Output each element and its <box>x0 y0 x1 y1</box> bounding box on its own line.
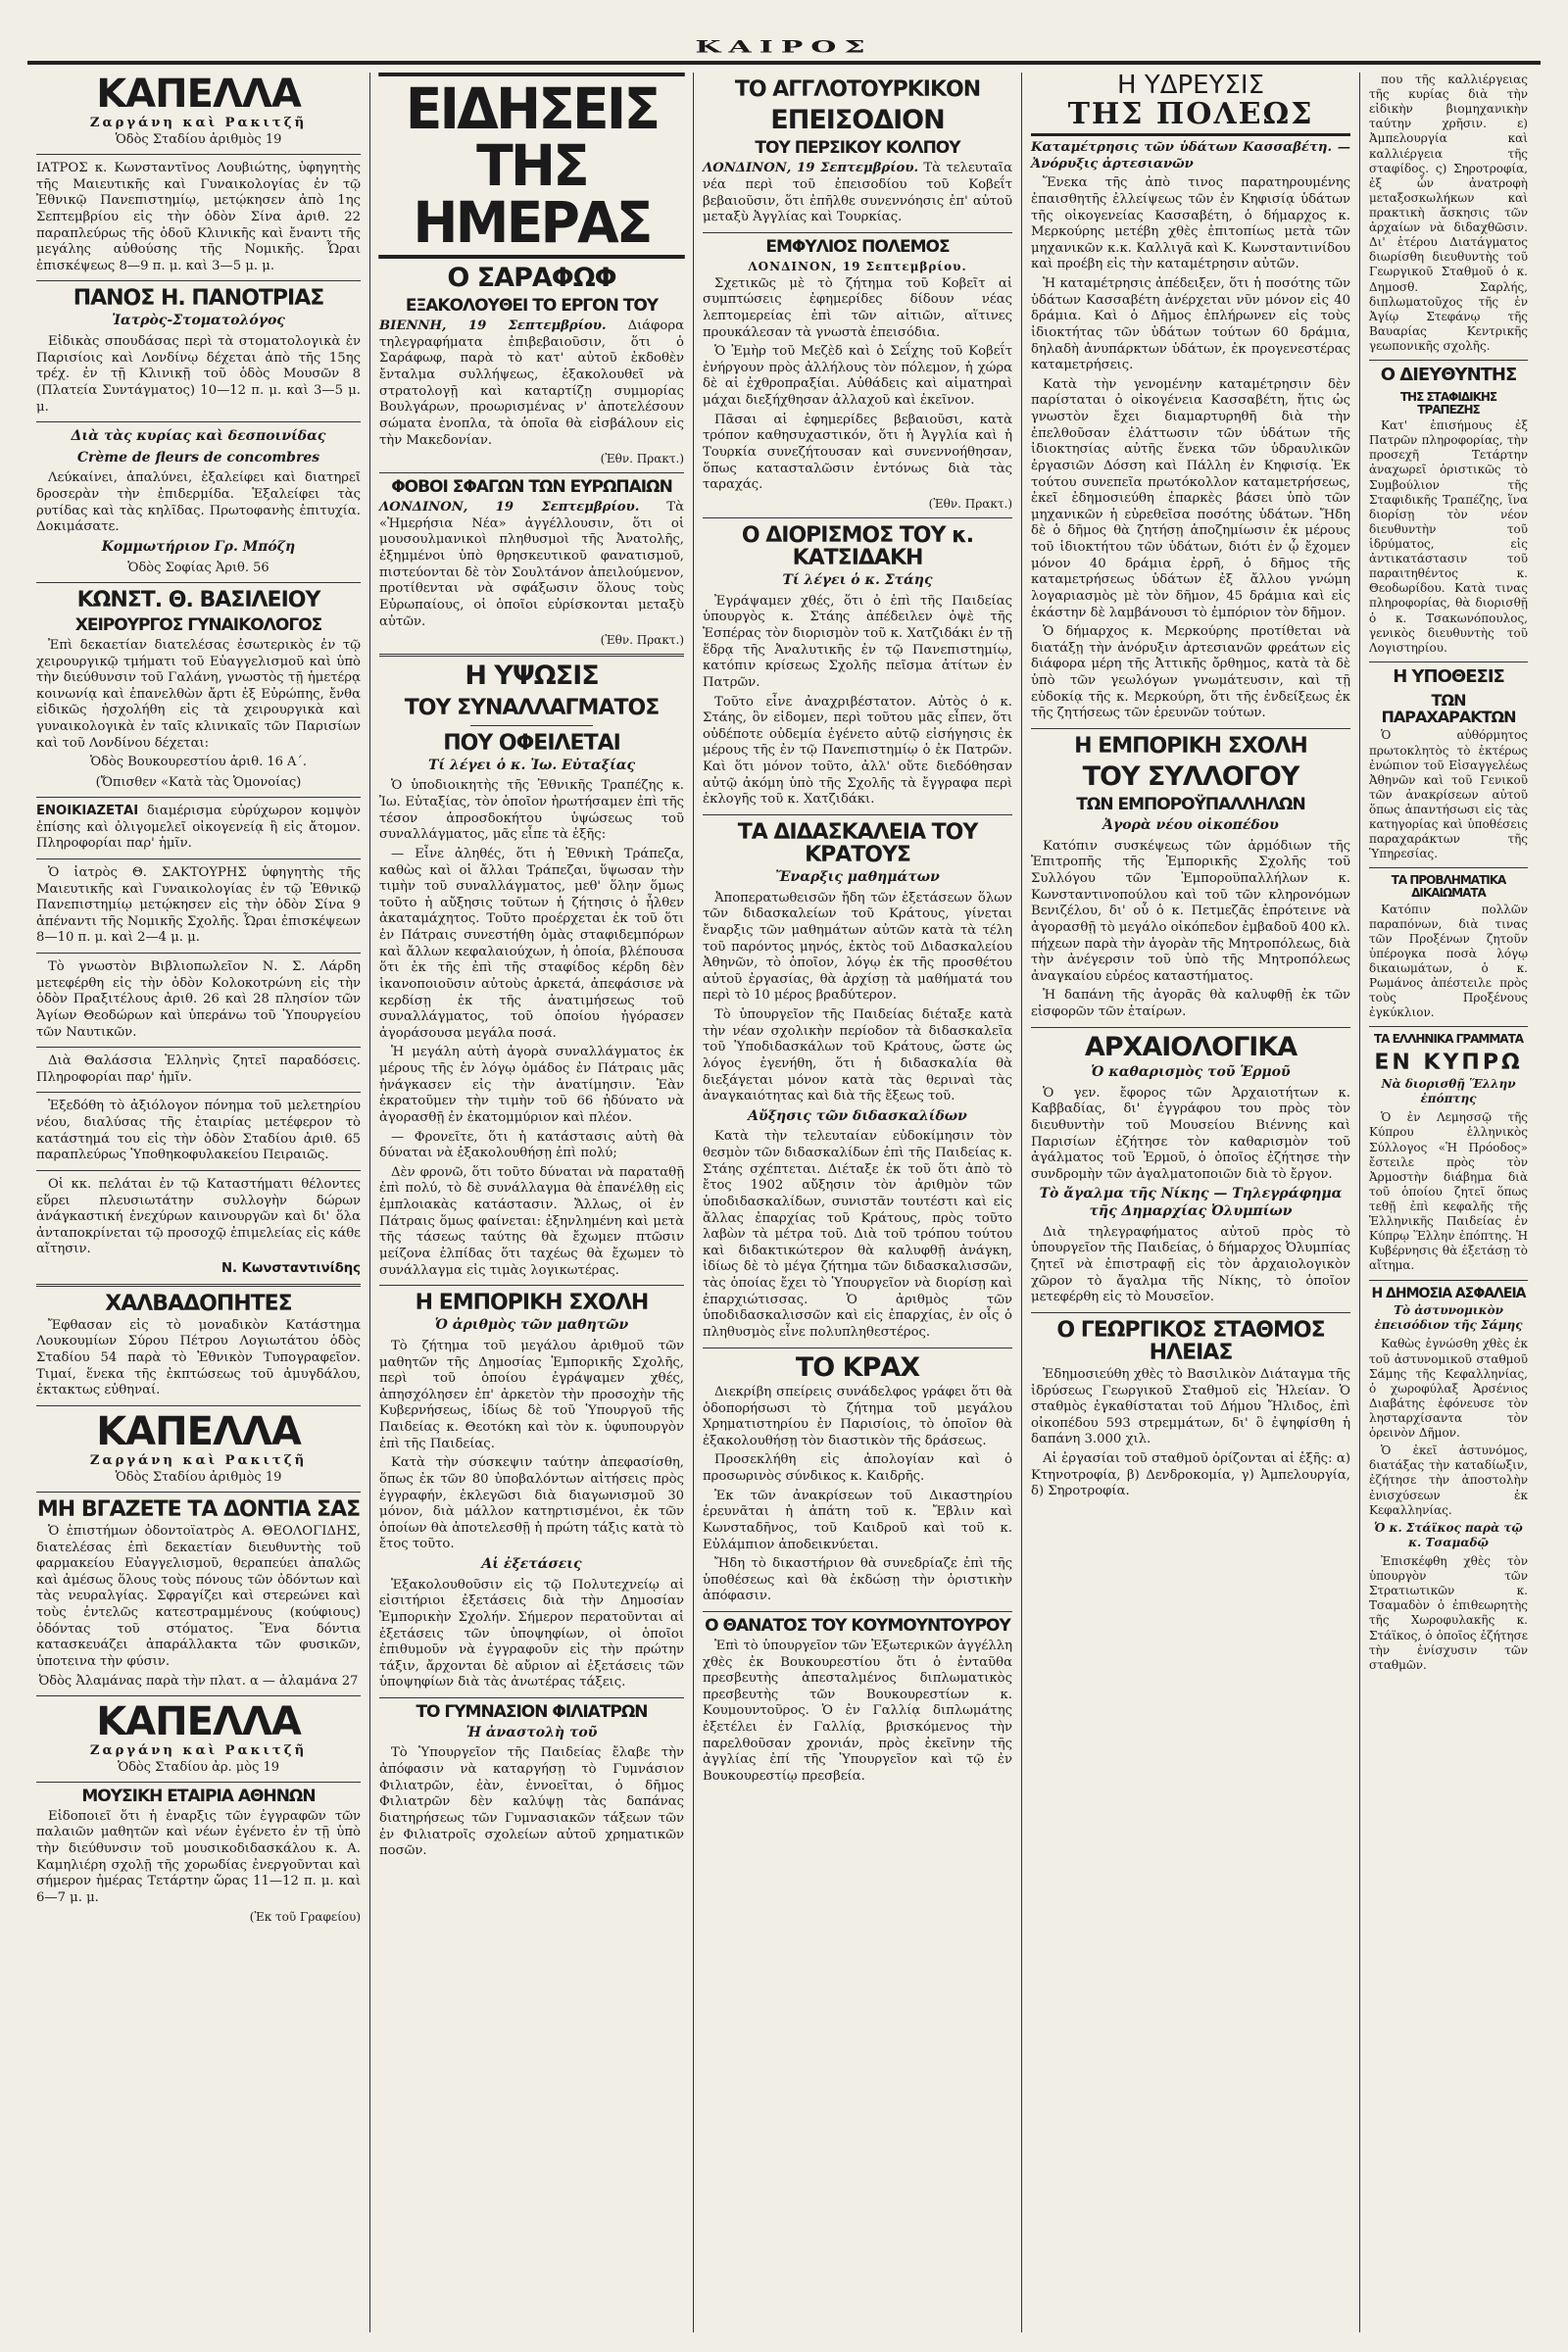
divider <box>36 1782 361 1783</box>
georgikos-para: Αἱ ἐργασίαι τοῦ σταθμοῦ ὁρίζονται αἱ ἑξῆς: α) Κτηνοτροφία, β) Δενδροκομία, γ) Ἀμπελουργία, δ) Σηροτροφία. <box>1031 1451 1350 1499</box>
sarafof-sub: ΕΞΑΚΟΛΟΥΘΕΙ ΤΟ ΕΡΓΟΝ ΤΟΥ <box>405 296 659 317</box>
thanatos-title: Ο ΘΑΝΑΤΟΣ ΤΟΥ ΚΟΥΜΟΥΝΤΟΥΡΟΥ <box>705 1616 1010 1637</box>
top-rule <box>27 61 1541 65</box>
krax-para: Ἤδη τὸ δικαστήριον θὰ συνεδρίαζε ἐπὶ τῆς ὑποθέσεως καὶ θὰ ἐκδώσῃ τὴν ὁριστικὴν ἀπόφασιν. <box>703 1556 1012 1604</box>
archaiologika-para: Ὁ γεν. ἔφορος τῶν Ἀρχαιοτήτων κ. Καββαδίας, δι' ἐγγράφου του πρὸς τὸν διευθυντὴν τοῦ Μουσείου Βιέννης καὶ Παρισίων ἐζήτησε τὸν καθαρισμὸν τοῦ ἀγάλματος τοῦ Ἑρμοῦ, ὁ ὁποῖος ἐζήτησε τὴν συνδρομὴν τῶν ἀγαλματοποιῶν διὰ τὸ ἔργον. <box>1031 1085 1350 1182</box>
krax-para: Ἐκ τῶν ἀνακρίσεων τοῦ Δικαστηρίου ἐρευνᾶται ἡ ἀπάτη τοῦ κ. Ἔβλιν καὶ Κωνσταδῆνος, τοῦ Καιδροῦ καὶ τοῦ κ. Εὐλάμπιον ἀποδεικνύεται. <box>703 1488 1012 1552</box>
divider <box>36 1492 361 1493</box>
ad-creme-shop: Κομμωτήριον Γρ. Μπόζη <box>101 538 296 555</box>
ydreusis-title2: ΤΗΣ ΠΟΛΕΩΣ <box>1031 100 1350 136</box>
divider <box>1369 867 1528 868</box>
col5-top-text: που τῆς καλλιέργειας τῆς κυρίας διὰ τὴν εἰδικὴν βιομηχανικὴν ταύτην χρῆσιν. ε) Ἀμπελουργία καὶ καλλιέργεια τῆς σταφίδος. ς) Σηροτροφία, ἐξ ὧν ἀνατροφὴ μεταξοσκωλήκων καὶ πρακτικὴ ἄσκησις τῶν ἀρχαίων νὰ διδαχθῶσιν. Δι' ἑτέρου Διατάγματος διωρίσθη διευθυντὴς τοῦ Γεωργικοῦ Σταθμοῦ ὁ κ. Δημοσθ. Σαρλής, διπλωματοῦχος τῆς ἐν Ἀγίῳ Στεφάνῳ τῆς Βαυαρίας Κεντρικῆς γεωπονικῆς σχολῆς. <box>1369 73 1528 353</box>
diorismos-para: Τοῦτο εἶνε ἀναχριβέστατον. Αὐτὸς ὁ κ. Στάης, ὃν εἰδομεν, περὶ τοῦτου μᾶς εἶπεν, ὅτι οὐδέποτε οὐδεμία ἐγένετο αὐτῷ εἰσήγησις ἐκ μέρους τῆς ἐν τῷ Πανεπιστημίῳ ὁ ἐκ Πατρῶν. Καὶ ὅτι μόνον τοῦτο, ἀλλ' οὔτε διεδόθησαν αὐτῷ ἀκόμη ὑπὸ τῆς Σχολῆς τὰ ἔγγραφα περὶ ἐκλογῆς τοῦ κ. Χατζιδάκι. <box>703 694 1012 808</box>
en-kypro-sub: Νὰ διορισθῇ Ἕλλην ἐπόπτης <box>1381 1077 1516 1106</box>
ad-creme-addr: Ὁδὸς Σοφίας Ἀριθ. 56 <box>127 560 270 575</box>
fovoi-src: (Ἐθν. Πρακτ.) <box>600 633 684 648</box>
masthead-title: ΚΑΙΡΟΣ <box>695 37 873 57</box>
anglotourkiko-title2: ΕΠΕΙΣΟΔΙΟΝ <box>770 105 945 136</box>
ad-dental-sign: Ν. Κωνσταντινίδης <box>221 1261 361 1277</box>
ad-teeth-text: Ὁ ἐπιστήμων ὀδοντοϊατρὸς Α. ΘΕΟΛΟΓΙΔΗΣ, διατελέσας ἐπὶ δεκαετίαν διευθυντὴς τοῦ φαρμακείου Εὐαγγελισμοῦ, θεραπεύει ἀπαλῶς καὶ ἀμέσως ὅλους τοὺς πόνους τῶν ὀδόντων καὶ τὰς νευραλγίας. Σφραγίζει καὶ στερεώνει καὶ τοὺς ἐντελῶς κατεστραμμένους (κούφιους) ὀδόντας τοῦ στόματος. Ἕνα δόντια κατασκευάζει ἀπαράλλακτα τῶν φυσικῶν, ὑποτεινα τὴν φύσιν. <box>36 1523 361 1669</box>
ydreusis-para: Ἕνεκα τῆς ἀπὸ τινος παρατηρουμένης ἐπαισθητῆς ἐλλείψεως τῶν ἐν Κηφισίᾳ ὑδάτων τῆς οἰκογενείας Κασσαβέτη, ὁ δήμαρχος κ. Μερκούρης μετέβη χθὲς ἐπιτοπίως μετὰ τῶν μηχανικῶν κ.κ. Καλλιγᾶ καὶ Κ. Κωνσταντινίδου καὶ προέβη εἰς τὴν καταμέτρησιν αὐτῶν. <box>1031 175 1350 272</box>
ad-kapella2-sub: Ζαργάνη καὶ Ρακιτζῆ <box>89 1452 308 1468</box>
ad-kapella3-sub: Ζαργάνη καὶ Ρακιτζῆ <box>89 1742 308 1758</box>
emporiki-sxoli-para: Κατόπιν συσκέψεως τῶν ἀρμόδιων τῆς Ἐπιτροπῆς τῆς Ἐμπορικῆς Σχολῆς τοῦ Συλλόγου τῶν Ἐμποροϋπαλλήλων κ. Κωνσταντινοπούλου καὶ τοῦ τῶν κληρονόμων Βενιζέλου, δι' οὗ ὁ κ. Πετμεζᾶς ἐπρότεινε νὰ ἀγορασθῇ τὸ μεγάλο οἰκόπεδον ἐμβαδοῦ 400 κλ. πήχεων παρὰ τὴν ἀγορὰν τῆς Μητροπόλεως, διὰ τὴν ἀνέγερσιν τοῦ ὑπὸ τῆς Μητροπόλεως ἀναγκαίου εὐρέος καταστήματος. <box>1031 838 1350 984</box>
ad-kapella3-addr: Ὁδὸς Σταδίου ἀρ. μὸς 19 <box>117 1759 280 1775</box>
asfaleia-para: Ὁ ἐκεῖ ἀστυνόμος, διατάξας τὴν καταδίωξιν, ἐζήτησε τὴν ἀποστολὴν ἐνισχύσεων ἐκ Κεφαλληνίας. <box>1369 1444 1528 1517</box>
sarafof-dateline: ΒΙΕΝΝΗ, 19 Σεπτεμβρίου. <box>379 318 607 334</box>
ad-vasiliou-note: (Ὄπισθεν «Κατὰ τὰς Ὁμονοίας) <box>95 774 302 790</box>
divider <box>36 1170 361 1171</box>
emporiki-sxoli-title1: Η ΕΜΠΟΡΙΚΗ ΣΧΟΛΗ <box>1074 733 1307 759</box>
divider <box>379 1285 684 1286</box>
georgikos-title: Ο ΓΕΩΡΓΙΚΟΣ ΣΤΑΘΜΟΣ ΗΛΕΙΑΣ <box>1056 1317 1325 1365</box>
ad-vasiliou-text: Ἐπὶ δεκαετίαν διατελέσας ἐσωτερικὸς ἐν τῷ χειρουργικῷ τμήματι τοῦ Εὐαγγελισμοῦ καὶ ὑπὸ τὴν διεύθυνσιν τοῦ Γαλάνη, γνωστὸς τῇ ἡμετέρᾳ κοινωνίᾳ καὶ ἐπανελθὼν ἄρτι ἐξ Εὐρώπης, ἔνθα εἰδικῶς ἠσχολήθη εἰς τὰ χειρουργικὰ καὶ γυναικολογικὰ ἐν ταῖς κλινικαῖς τῶν Παρισίων καὶ τοῦ Λονδίνου δέχεται: <box>36 637 361 751</box>
en-kypro-title2: ΕΝ ΚΥΠΡΩ <box>1374 1051 1523 1076</box>
ypsosis-para: — Φρονεῖτε, ὅτι ἡ κατάστασις αὐτὴ θὰ δύναται νὰ ἐξακολουθήσῃ ἐπὶ πολύ; <box>379 1129 684 1161</box>
emporiki-para3: Ἐξακολουθοῦσιν εἰς τῷ Πολυτεχνείῳ αἱ εἰσιτήριοι ἐξετάσεις διὰ τὴν Δημοσίαν Ἐμπορικὴν Σχολήν. Σήμερον περατοῦνται αἱ ἐξετάσεις τῶν ὑποψηφίων, οἱ ὁποῖοι ἐπιθυμοῦν νὰ ἐγγραφοῦν εἰς τὴν πρώτην τάξιν, ἄρχονται δὲ αὔριον αἱ ἐξετάσεις τῶν ὑποψηφίων διὰ τὰς ἀνωτέρας τάξεις. <box>379 1577 684 1690</box>
emporiki-sxoli-title2: ΤΟΥ ΣΥΛΛΟΓΟΥ <box>1082 760 1299 792</box>
divider <box>703 232 1012 233</box>
masthead <box>0 0 1568 57</box>
ydreusis-para: Ὁ δήμαρχος κ. Μερκούρης προτίθεται νὰ διατάξῃ τὴν ἀνόρυξιν ἀρτεσιανῶν φρεάτων εἰς διάφορα μέρη τῆς Ἀττικῆς ὄρθημος, κατὰ τὰ δὲ ὑπὸ τῶν γεωλόγων γνωμάτευσιν, καὶ τῇ εὐδοκίᾳ τῆς κ. Μερκούρη, ὅτι τῆς ἐνδείξεως ἐκ τῆς ζητήσεως τῶν ἐρευνῶν τούτων. <box>1031 624 1350 721</box>
ydreusis-para: Κατὰ τὴν γενομένην καταμέτρησιν δὲν παρίσταται ὁ οἰκογένεια Κασσαβέτη, ἥτις ὡς γνωστὸν ἔχει διαμαρτυρηθῆ διὰ τὴν ἐπελθοῦσαν ἐλάττωσιν τῶν ὑδάτων τῆς ἰδιοκτησίας αὐτῆς ἕνεκα τῶν ὑδραυλικῶν ἐργασιῶν Δόσση καὶ Πάλλη ἐν Κηφισίᾳ. Ἐκ τούτου συνεπεῖα πρωτόκολλον καταμετρήσεως, ἐκεῖ ἐδημοσιεύθη ἐπαρκὲς βάσει ὑπὸ τῶν μηχανικῶν ἡ εὐρεθεῖσα ποσότης ὑδάτων. Ἤδη δὲ ὁ δῆμος θὰ ζητήσῃ ἀποζημίωσιν ἐκ μέρους τοῦ ἰδιοκτήτου τῶν ὑδάτων, διότι ἐν ᾧ ἔχομεν μόνον 40 δράμια ἐρρῆ, ὁ δῆμος τῆς καταμετρήσεως ὑδάτων ἐξ ἄλλου γνώμη λογαριασμὸς μὲ τὸν δῆμον, 45 δράμια καὶ εἰς ἑκάστην δὲ λαμβάνουσι τὸ ἐμπόριον τὸν δῆμον. <box>1031 376 1350 620</box>
georgikos-para: Ἐδημοσιεύθη χθὲς τὸ Βασιλικὸν Διάταγμα τῆς ἱδρύσεως Γεωργικοῦ Σταθμοῦ εἰς Ἡλείαν. Ὁ σταθμὸς ἐγκαθίσταται τοῦ Δήμου Ἤλιδος, ἐπὶ οἰκοπέδου 593 στρεμμάτων, δι' ὃ ἐψηφίσθη ἡ δαπάνη 3.000 χιλ. <box>1031 1366 1350 1447</box>
emporiki-title: Η ΕΜΠΟΡΙΚΗ ΣΧΟΛΗ <box>415 1291 649 1316</box>
emfylios-src: (Ἐθν. Πρακτ.) <box>928 496 1012 511</box>
ypsosis-title3: ΠΟΥ ΟΦΕΙΛΕΤΑΙ <box>443 730 620 756</box>
ypsosis-para: — Εἶνε ἀληθές, ὅτι ἡ Ἐθνικὴ Τράπεζα, καθὼς καὶ οἱ ἄλλαι Τράπεζαι, ὕψωσαν τὴν τιμὴν τοῦ συναλλάγματος, μεθ' ὅλην ὅμως τοῦτο ἡ αὔξησις τοῦτων ἡ ζήτησις ὁ ἦλθεν ἀκαταμάχητος. Τοῦτο προέρχεται ἐκ τοῦ ὅτι ἐν Πάτραις συνεστήθη ὁμὰς σταφιδεμπόρων καὶ ἄλλων κεφαλαιούχων, ἡ ὁποία, βλέπουσα ὅτι ἐκ τῆς ἐπὶ τῆς σταφίδος κέρδη δὲν ἱκανοποιοῦσιν αὐτοὺς ἀρκετά, ἀπεφάσισε νὰ κερδίσῃ ἐκ τῆς ἀνατιμήσεως τοῦ συναλλάγματος, τοῦ ὁποίου ἠγόρασεν ἀγοράσουσα μεγάλα ποσά. <box>379 846 684 1041</box>
divider <box>470 725 592 726</box>
ad-vasiliou-title: ΚΩΝΣΤ. Θ. ΒΑΣΙΛΕΙΟΥ <box>76 587 320 612</box>
ad-creme-line1: Διὰ τὰς κυρίας καὶ δεσποινίδας <box>71 428 326 445</box>
ypotheseis-text: Ὁ αὐθόρμητος πρωτοκλητὸς τὸ ἐκτέρως ἐνώπιον τοῦ Εἰσαγγελέως Ἀθηνῶν καὶ τοῦ Γενικοῦ τῶν ἀνακρίσεων αὐτοῦ ὅπως ἀπαντήσωσι εἰς τὰς κατηγορίας καὶ ὑποθέσεις παραχαράκτων τῆς Ὑπηρεσίας. <box>1369 728 1528 861</box>
sarafof-title: Ο ΣΑΡΑΦΩΦ <box>447 263 616 293</box>
anglotourkiko-dateline: ΛΟΝΔΙΝΟΝ, 19 Σεπτεμβρίου. <box>703 161 919 176</box>
ad-music-text: Εἰδοποιεῖ ὅτι ἡ ἐναρξις τῶν ἐγγραφῶν τῶν παλαιῶν μαθητῶν καὶ νέων ἐγένετο ἐν τῇ ὑπὸ τὴν διεύθυνσιν τοῦ μουσικοδιδασκάλου κ. Α. Καμηλιέρη σχολῇ τῆς χορωδίας ἐνεργοῦνται καὶ σήμερον ἡμέρας Τετάρτην ὥρας 11—12 π. μ. καὶ 6—7 μ. μ. <box>36 1808 361 1905</box>
archaiologika-sub: Ὁ καθαρισμὸς τοῦ Ἑρμοῦ <box>1091 1064 1291 1080</box>
divider <box>36 858 361 859</box>
ad-halvadopites-title: ΧΑΛΒΑΔΟΠΗΤΕΣ <box>105 1291 292 1316</box>
diorismos-para: Ἐγράψαμεν χθές, ὅτι ὁ ἐπὶ τῆς Παιδείας ὑπουργὸς κ. Στάης ἀπέδειλεν ὀψὲ τῆς Ἑσπέρας τὸν διορισμὸν τοῦ κ. Χατζιδάκι ἐν τῇ ἕδρᾳ τῆς Ἀναλυτικῆς ἐν τῷ Πανεπιστημίῳ, κατόπιν κρίσεως Σχολῆς πεῖσμα ἀτίτων ἐν Πατρῶν. <box>703 593 1012 690</box>
ad-rent-title: ΕΝΟΙΚΙΑΖΕΤΑΙ <box>36 804 139 819</box>
divider <box>36 154 361 155</box>
ypsosis-title2: ΤΟΥ ΣΥΝΑΛΛΑΓΜΑΤΟΣ <box>404 695 660 720</box>
ad-kapella-title: ΚΑΠΕΛΛΑ <box>96 73 301 117</box>
diorismos-title: Ο ΔΙΟΡΙΣΜΟΣ ΤΟΥ κ. ΚΑΤΣΙΔΑΚΗ <box>741 522 974 571</box>
column-5-news <box>1360 73 1537 2332</box>
ad-doctor-louviotis: ΙΑΤΡΟΣ κ. Κωνσταντῖνος Λουβιώτης, ὑφηγητὴς τῆς Μαιευτικῆς καὶ Γυναικολογίας ἐν τῷ Ἐθνικῷ Πανεπιστημίῳ, μετῴκησεν ἀπὸ 1ης Σεπτεμβρίου εἰς τὴν ὁδὸν Σίνα ἀριθ. 22 παραπλεύρως τῆς ὁδοῦ Κλινικῆς καὶ ἔναντι τῆς μεγάλης αὐθούσης τῆς Νομικῆς. Ὧραι ἐπισκέψεως 8—9 π. μ. καὶ 3—5 μ. μ. <box>36 161 361 273</box>
ad-creme-text: Λεύκαίνει, ἁπαλύνει, ἐξαλείφει καὶ διατηρεῖ δροσερὰν τὴν ἐπιδερμίδα. Ἐξαλείφει τὰς ρυτίδας καὶ τὰς κηλῖδας. Πρωτοφανὴς ἐπιτυχία. Δοκιμάσατε. <box>36 470 361 535</box>
sarafof-text: Διάφορα τηλεγραφήματα ἐπιβεβαιοῦσιν, ὅτι ὁ Σαράφωφ, παρὰ τὸ κατ' αὐτοῦ ἐκδοθὲν ἔνταλμα συλλήψεως, ἐξακολουθεῖ νὰ στρατολογῇ καὶ καταρτίζῃ συμμορίας Βουλγάρων, προωρισμένας ν' ἀποτελέσουν σώματα ἐνοπλα, τὰ ὁποῖα θὰ εἰσβάλουν εἰς τὴν Μακεδονίαν. <box>379 318 684 448</box>
ad-kapella-addr: Ὁδὸς Σταδίου ἀριθμὸς 19 <box>115 131 282 147</box>
divider <box>36 280 361 281</box>
column-1-ads <box>27 73 370 2332</box>
emfylios-title: ΕΜΦΥΛΙΟΣ ΠΟΛΕΜΟΣ <box>765 236 950 257</box>
divider <box>1369 1280 1528 1281</box>
ypsosis-sub: Τί λέγει ὁ κ. Ἰω. Εὐταξίας <box>427 757 636 773</box>
emfylios-para: Πᾶσαι αἱ ἐφημερίδες βεβαιοῦσι, κατὰ τρόπον καθησυχαστικόν, ὅτι ἡ Ἀγγλία καὶ ἡ Τουρκία συνεζήτουσαν καὶ συνεννοήθησαν, ὅπως κατασταλῶσιν ἐντόνως διὰ τὰς ταραχάς. <box>703 412 1012 493</box>
emporiki-sxoli-sub: ΤΩΝ ΕΜΠΟΡΟΫΠΑΛΛΗΛΩΝ <box>1076 795 1305 815</box>
anglotourkiko-title1: ΤΟ ΑΓΓΛΟΤΟΥΡΚΙΚΟΝ <box>734 77 981 102</box>
ad-panotrias-text: Εἰδικὰς σπουδάσας περὶ τὰ στοματολογικὰ ἐν Παρισίοις καὶ Λονδίνῳ δέχεται ἀπὸ τῆς 15ης τρέχ. ἐν τῇ Κλινικῇ τοῦ ὁδὸς Μουσῶν 8 (Πλατεία Συντάγματος) 10—12 π. μ. καὶ 3—5 μ. μ. <box>36 334 361 415</box>
dieuthyntis-title1: Ο ΔΙΕΥΘΥΝΤΗΣ <box>1380 365 1517 386</box>
divider <box>36 1695 361 1696</box>
ad-teeth-addr: Ὀδὸς Ἀλαμάνας παρὰ τὴν πλατ. α — ἀλαμάνα 27 <box>38 1673 359 1689</box>
ad-rent-text: διαμέρισμα εὐρύχωρον κομψὸν ἐπίσης καὶ ὀλιγομελεῖ οἰκογενείᾳ ἢ εἰς ἄτομον. Πληροφορίαι παρ' ἡμῖν. <box>36 804 361 852</box>
didaskaleia-para: Ἀποπερατωθεισῶν ἤδη τῶν ἐξετάσεων ὅλων τῶν διδασκαλείων τοῦ Κράτους, γίνεται ἔναρξις τῶν μαθημάτων αὐτῶν κατὰ τὰ τέλη τοῦ παρόντος μηνός, ἐκτὸς τοῦ Διδασκαλείου Ἀθηνῶν, τὸ ὁποῖον, λόγῳ ἐκ τῆς προσθέτου αὐτοῦ ἐργασίας, θὰ ἀρχίσῃ τὰ μαθήματά του περὶ τὸ 10 μέρος βραδύτερον. <box>703 890 1012 1004</box>
columns <box>27 73 1541 2332</box>
ydreusis-sub: Καταμέτρησις τῶν ὑδάτων Κασσαβέτη. — Ἀνόρυξις ἀρτεσιανῶν <box>1031 140 1350 172</box>
archaiologika-title: ΑΡΧΑΙΟΛΟΓΙΚΑ <box>1084 1031 1298 1062</box>
ydreusis-title1: Η ΥΔΡΕΥΣΙΣ <box>1117 73 1264 100</box>
divider <box>36 421 361 422</box>
divider <box>36 1284 361 1287</box>
divider <box>379 472 684 473</box>
asfaleia-para3: Ἐπισκέφθη χθὲς τὸν ὑπουργὸν τῶν Στρατιωτικῶν κ. Τσαμαδὸν ὁ ἐπιθεωρητὴς τῆς Χωροφυλακῆς κ. Στάϊκος, ὁ ὁποῖος ἐζήτησε τὴν ἐνίσχυσιν τῶν σταθμῶν. <box>1369 1553 1528 1672</box>
provlimatika-title: ΤΑ ΠΡΟΒΛΗΜΑΤΙΚΑ ΔΙΚΑΙΩΜΑΤΑ <box>1391 873 1506 900</box>
column-4-news <box>1022 73 1360 2332</box>
emfylios-para: Σχετικῶς μὲ τὸ ζήτημα τοῦ Κοβεῖτ αἱ συμπτώσεις ἐφημερίδες δίδουν νέας λεπτομερείας ἐπὶ τῶν αἰτιῶν, αἵτινες προυκάλεσαν τὰ γνωστὰ ἐπεισόδια. <box>703 275 1012 340</box>
fovoi-dateline: ΛΟΝΔΙΝΟΝ, 19 Σεπτεμβρίου. <box>379 500 640 515</box>
emporiki-sub2: Αἱ ἐξετάσεις <box>481 1556 582 1572</box>
emfylios-dateline: ΛΟΝΔΙΝΟΝ, 19 Σεπτεμβρίου. <box>748 259 967 273</box>
asfaleia-title: Η ΔΗΜΟΣΙΑ ΑΣΦΑΛΕΙΑ <box>1371 1285 1526 1301</box>
column-2-news <box>370 73 694 2332</box>
sarafof-src: (Ἐθν. Πρακτ.) <box>600 452 684 466</box>
thanatos-text: Ἐπὶ τὸ ὑπουργεῖον τῶν Ἐξωτερικῶν ἀγγέλλη χθὲς ἐκ Βουκουρεστίου ὅτι ὁ ἐνταῦθα πρεσβευτὴς ἀπεσταλμένος διπλωματικὸς πρεσβευτὴς τῶν Βουκουρεστίων κ. Κουμουντοῦρος. Ὁ ἐν Γαλλίᾳ διπλωμάτης ἐξετέλει ἐν Γαλλίᾳ, βρισκόμενος τὴν παρελθοῦσαν χρονιάν, πρὸς ἐκεῖνην τῆς ἀγγλίας ἐπί τῆς Ὑπουργεῖον καὶ τῷ ἐν Βουκουρεστίῳ πρεσβεία. <box>703 1638 1012 1784</box>
ad-dental-text: Οἱ κκ. πελάται ἐν τῷ Καταστήματι θέλοντες εὕρει πλευσιωτάτην συλλογὴν δώρων ἀνάγκαστική ἐνεχύρων καινουργῶν καὶ δι' ὅλα ἀνταποκρίνεται τῷ προσοχῷ ἐπιμελείας εἰς κάθε αἴτησιν. <box>36 1176 361 1257</box>
ad-vasiliou-sub: ΧΕΙΡΟΥΡΓΟΣ ΓΥΝΑΙΚΟΛΟΓΟΣ <box>74 615 322 636</box>
emporiki-sxoli-sub2: Ἀγορὰ νέου οἰκοπέδου <box>1102 817 1279 834</box>
asfaleia-para: Καθὼς ἐγνώσθη χθὲς ἐκ τοῦ ἀστυνομικοῦ σταθμοῦ Σάμης τῆς Κεφαλληνίας, ὁ χωροφύλαξ Ἀρσένιος Διαβάτης ἐφόνευσε τὸν λησταρχίσαντα τὸν ὁρεινὸν Δῆμον. <box>1369 1337 1528 1441</box>
didaskaleia-title: ΤΑ ΔΙΔΑΣΚΑΛΕΙΑ ΤΟΥ ΚΡΑΤΟΥΣ <box>737 819 978 867</box>
ad-panotrias-sub: Ἰατρὸς-Στοματολόγος <box>112 313 285 329</box>
en-kypro-title1: ΤΑ ΕΛΛΗΝΙΚΑ ΓΡΑΜΜΑΤΑ <box>1373 1032 1524 1047</box>
divider <box>36 1092 361 1093</box>
ad-music-src: (Ἐκ τοῦ Γραφείου) <box>249 1909 361 1924</box>
asfaleia-sub2: Ὁ κ. Στάϊκος παρὰ τῷ κ. Τσαμαδῷ <box>1374 1520 1523 1549</box>
emporiki-para: Κατὰ τὴν σύσκεψιν ταύτην ἀπεφασίσθη, ὅπως ἐκ τῶν 80 ὑποβαλόντων αἰτήσεις πρὸς ἐγγραφήν, ἐκλεγῶσι διὰ διαγωνισμοῦ 30 μόνον, διὰ μάλλον κατηρτισμένοι, ἐκ τῶν ὁποίων θὰ ἀποτελεσθῇ ἡ πρώτη τάξις κατὰ τὸ ἔτος τοῦτο. <box>379 1455 684 1552</box>
anglotourkiko-sub: ΤΟΥ ΠΕΡΣΙΚΟΥ ΚΟΛΠΟΥ <box>755 138 960 159</box>
divider <box>379 1697 684 1698</box>
fovoi-title: ΦΟΒΟΙ ΣΦΑΓΩΝ ΤΩΝ ΕΥΡΩΠΑΙΩΝ <box>391 477 672 498</box>
ypsosis-para: Δὲν φρονῶ, ὅτι τοῦτο δύναται νὰ παραταθῇ ἐπὶ πολύ, τὸ δὲ συνάλλαγμα θὰ ἐπανέλθῃ εἰς ἐμπλοιακὰς κατάστασιν. Ἄλλως, οἱ ἐν Πάτραις ὅμως φαίνεται: ἐξηνλημένη καὶ μετὰ τῆς τάσεως ταύτης θὰ ἔχωμεν πτῶσιν μείζονα ἐλπίδας ὅτι ταχέως θὰ ἔχωμεν τὸ συνάλλαγμα εἰς τιμὰς λογικωτέρας. <box>379 1164 684 1278</box>
ydreusis-para: Ἡ καταμέτρησις ἀπέδειξεν, ὅτι ἡ ποσότης τῶν ὑδάτων Κασσαβέτη ἀνέρχεται νῦν μόνον εἰς 40 δράμια. Καὶ ὁ Δῆμος ἐπλήρωνεν εἰς τοὺς ἰδιοκτήτας τῶν ὑδάτων τούτων 60 δράμια, δηλαδὴ ἀνυπάρκτων ὑδάτων, ἐκ προγενεστέρας καταμετρήσεις. <box>1031 276 1350 373</box>
archaiologika-sub2: Τὸ ἄγαλμα τῆς Νίκης — Τηλεγράφημα τῆς Δημαρχίας Ὀλυμπίων <box>1039 1186 1343 1219</box>
diorismos-sub: Τί λέγει ὁ κ. Στάης <box>782 572 933 589</box>
krax-title: ΤΟ ΚΡΑΧ <box>795 1351 920 1383</box>
gymnasio-title: ΤΟ ΓΥΜΝΑΣΙΟΝ ΦΙΛΙΑΤΡΩΝ <box>416 1702 648 1722</box>
dieuthyntis-text: Κατ' ἐπισήμους ἐξ Πατρῶν πληροφορίας, τὴν προσεχῆ Τετάρτην ἀναχωρεῖ ὁριστικῶς τὸ Συμβούλιον τῆς Σταφιδικῆς Τραπέζης, ἵνα διορίσῃ τὸν νέον διευθυντὴν τοῦ ἱδρύματος, εἰς ἀντικατάστασιν τοῦ παραιτηθέντος κ. Θεοδωρίδου. Κατὰ τινας πληροφορίας, θὰ διορισθῇ ὁ κ. Τσακωνόπουλος, γενικὸς διευθυντὴς τοῦ Λογιστηρίου. <box>1369 418 1528 655</box>
divider <box>703 1611 1012 1612</box>
divider <box>36 953 361 954</box>
ad-music-title: ΜΟΥΣΙΚΗ ΕΤΑΙΡΙΑ ΑΘΗΝΩΝ <box>81 1786 316 1806</box>
column-3-news <box>694 73 1022 2332</box>
didaskaleia-para3: Κατὰ τὴν τελευταίαν εὐδοκίμησιν τὸν θεσμὸν τῶν διδασκαλίδων ἐπὶ τῆς Παιδείας κ. Στάης σχέπτεται. Διέταξε ἐκ τοῦ ὅτι ἀπὸ τὸ ἔτος 1902 αὔξησιν τὸν ἀριθμὸν τῶν ὑποδιδασκαλίδων, συνιστᾶν τουτέστι καὶ εἰς ἄλλας ἐπαρχίας τοῦ Κράτους, πρὸς τοῦτο λαβὼν τὰ μέτρα τοῦ. Διὰ τοῦ τρόπου τούτου καὶ διδακτικώτερον θὰ καλυφθῇ ἀνάγκη, ἰδίως δὲ τὸ μέγα ζήτημα τῶν διδασκαλισσῶν, τὰς ὁποίας ἔχει τὸ Ὑπουργεῖον νὰ διορίσῃ καὶ ἐπαρχιώτισσας. Ὁ ἀριθμὸς τῶν ὑποδιδασκαλισσῶν καὶ εἰς ἐπαρχίας, ἐν οἷς ὁ πληθυσμὸς εἶνε πολυπληθεστέρος. <box>703 1129 1012 1340</box>
ad-halvadopites-text: Ἔφθασαν εἰς τὸ μοναδικὸν Κατάστημα Λουκουμίων Σύρου Πέτρου Λογιωτάτου ὁδὸς Σταδίου 54 παρὰ τὸ Ἐθνικὸν Τυπογραφεῖον. Τιμαί, ἕνεκα τῆς ἐκπτώσεως τοῦ ἀμυγδάλου, ἐκτακτως εὐθηναί. <box>36 1317 361 1398</box>
ypotheseis-title2: ΤΩΝ ΠΑΡΑΧΑΡΑΚΤΩΝ <box>1381 690 1516 726</box>
banner-headline: ΕΙΔΗΣΕΙΣ ΤΗΣ ΗΜΕΡΑΣ <box>378 73 685 259</box>
ypsosis-para: Ἡ μεγάλη αὐτὴ ἀγορὰ συναλλάγματος ἐκ μέρους τῆς ἐν λόγῳ ὁμάδος ἐν Πάτραις μᾶς ἠνάγκασεν εἰς τὴν ἀνατίμησιν. Ἐὰν ἐκρατοῦμεν τὴν τιμὴν τοῦ 66 ἠδύνατο νὰ ἀγορασθῇ ἐν ἑκατομμύριον καὶ πλέον. <box>379 1045 684 1125</box>
fovoi-text: Τὰ «Ἡμερήσια Νέα» ἀγγέλλουσιν, ὅτι οἱ μουσουλμανικοὶ πληθυσμοὶ τῆς Ἀνατολῆς, ἐξημμένοι ὑπὸ θρησκευτικοῦ φανατισμοῦ, πιστεύονται δὲ τὸν Σουλτάνον ἀπειλούμενον, προτίθενται νὰ σφάξωσιν ὅλους τοὺς Εὐρωπαίους, οἱ ὁποῖοι εὑρίσκονται μεταξὺ αὐτῶν. <box>379 500 684 629</box>
divider <box>703 517 1012 518</box>
krax-para: Διεκρίβη σπείρεις συνάδελφος γράφει ὅτι θὰ ὁδοπορήσωσι τὸ ζήτημα τοῦ μεγάλου Χρηματιστηρίου ἐν Παρισίοις, τὸ ὁποῖον θὰ ἐξακολουθήσῃ τὸν διαστικὸν τῆς δράσεως. <box>703 1384 1012 1448</box>
ad-kapella2-title: ΚΑΠΕΛΛΑ <box>96 1408 301 1454</box>
dieuthyntis-title2: ΤΗΣ ΣΤΑΦΙΔΙΚΗΣ ΤΡΑΠΕΖΗΣ <box>1399 389 1497 416</box>
ad-sea: Διὰ Θαλάσσια Ἑλληνὶς ζητεῖ παραδόσεις. Πληροφορίαι παρ' ἡμῖν. <box>36 1054 361 1085</box>
ad-teeth-title: ΜΗ ΒΓΑΖΕΤΕ ΤΑ ΔΟΝΤΙΑ ΣΑΣ <box>36 1496 361 1522</box>
divider <box>1031 728 1350 729</box>
ad-kapella3-title: ΚΑΠΕΛΛΑ <box>96 1698 301 1744</box>
ad-creme-line2: Crème de fleurs de concombres <box>76 449 320 466</box>
anglotourkiko-text: Τὰ τελευταῖα νέα περὶ τοῦ ἐπεισοδίου τοῦ Κοβεΐτ βεβαιοῦσιν, ὅτι ἐπῆλθε συνεννόησις ἐπ' αὐτοῦ μεταξὺ Ἀγγλίας καὶ Τουρκίας. <box>703 161 1012 225</box>
divider <box>36 797 361 798</box>
divider <box>1369 1026 1528 1027</box>
divider <box>36 1047 361 1048</box>
emfylios-para: Ὁ Ἐμὴρ τοῦ Μεζὲδ καὶ ὁ Σεΐχης τοῦ Κοβεΐτ ἐνήργουν πρὸς ἀλλήλους τὸν πόλεμον, ἡ χώρα δὲ αἱ ἐχθροπραξίαι. Αὐθάδεις καὶ αἱματηραὶ μάχαι διεξήχθησαν ἀλλαχοῦ καὶ ἐκεῖνον. <box>703 344 1012 409</box>
ad-printing: Ἐξεδόθη τὸ ἀξιόλογον πόνημα τοῦ μελετηρίου νέου, διαλύσας τῆς ἑταιρίας μετέφερον τὸ κατάστημά του εἰς τὴν ὁδὸν Σταδίου ἀριθ. 65 παραπλεύρως Ὑποθηκοφυλακείου Πειραιῶς. <box>36 1099 361 1163</box>
ad-vasiliou-addr: Ὁδὸς Βουκουρεστίου ἀριθ. 16 Α΄. <box>89 755 308 770</box>
didaskaleia-sub2: Αὔξησις τῶν διδασκαλίδων <box>748 1107 967 1124</box>
divider <box>36 1405 361 1406</box>
en-kypro-text: Ὁ ἐν Λεμησσῷ τῆς Κύπρου ἑλληνικὸς Σύλλογος «Ἡ Πρόοδος» ἔστειλε πρὸς τὸν Ἀρμοστὴν διάβημα διὰ τοῦ ὁποίου ζητεῖ ὅπως τεθῇ ἐπὶ κεφαλῆς τῆς Ἑλληνικῆς Παιδείας ἐν Κύπρῳ Ἕλλην ἐπόπτης. Ἡ Κυβέρνησις θὰ ἐξετάσῃ τὸ αἴτημα. <box>1369 1110 1528 1273</box>
divider <box>1031 1312 1350 1313</box>
krax-para: Προσεκλήθη εἰς ἀπολογίαν καὶ ὁ προσωρινὸς σύνδικος κ. Καιδρῆς. <box>703 1452 1012 1485</box>
divider <box>379 654 684 657</box>
emporiki-para: Τὸ ζήτημα τοῦ μεγάλου ἀριθμοῦ τῶν μαθητῶν τῆς Δημοσίας Ἐμπορικῆς Σχολῆς, περὶ τοῦ ὁποίου ἐγράψαμεν χθές, ἀπησχόλησεν ἐπ' ἀρκετὸν τὴν προσοχὴν τῆς Κυβερνήσεως, ἰδίως δὲ τοῦ Ὑπουργοῦ τῆς Παιδείας κ. Θεοτόκη καὶ τὸν κ. ὑφυπουργὸν ἐπὶ τῆς Παιδείας. <box>379 1338 684 1451</box>
ad-kapella2-addr: Ὁδὸς Σταδίου ἀριθμὸς 19 <box>115 1469 282 1485</box>
ypsosis-para: Ὁ ὑποδιοικητὴς τῆς Ἐθνικῆς Τραπέζης κ. Ἰω. Εὐταξίας, τὸν ὁποῖον ἠρωτήσαμεν ἐπὶ τῆς τέσον ἀπροσδοκήτου ὑψώσεως τοῦ συναλλάγματος, μᾶς εἶπε τὰ ἑξῆς: <box>379 778 684 843</box>
gymnasio-text: Τὸ Ὑπουργεῖον τῆς Παιδείας ἔλαβε τὴν ἀπόφασιν νὰ καταργήσῃ τὸ Γυμνάσιον Φιλιατρῶν, ἐὰν, ἐννοεῖται, ὁ δῆμος Φιλιατρῶν δὲν καλύψῃ τὰς δαπάνας διατηρήσεως τῶν Γυμνασιακῶν τάξεων τῶν ἐν Φιλιατροῖς σχολείων αὐτοῦ χρηματικῶν ποσῶν. <box>379 1745 684 1859</box>
asfaleia-sub: Τὸ ἀστυνομικὸν ἐπεισόδιον τῆς Σάμης <box>1374 1303 1523 1333</box>
ad-saktouris: Ὁ ἰατρὸς Θ. ΣΑΚΤΟΥΡΗΣ ὑφηγητὴς τῆς Μαιευτικῆς καὶ Γυναικολογίας ἐν τῷ Ἐθνικῷ Πανεπιστημίῳ μετῴκησεν εἰς τὴν ὁδὸν Σίνα 9 ἀπέναντι τῆς Νομικῆς Σχολῆς. Ὧραι ἐπισκέψεων 8—10 π. μ. καὶ 2—4 μ. μ. <box>36 864 361 946</box>
emporiki-sub: Ὁ ἀριθμὸς τῶν μαθητῶν <box>434 1317 629 1334</box>
divider <box>703 814 1012 815</box>
didaskaleia-para: Τὸ ὑπουργεῖον τῆς Παιδείας διέταξε κατὰ τὴν νέαν σχολικὴν περίοδον τὰ διδασκαλεῖα τοῦ Ὑποδιδασκάλων τοῦ Κράτους, ὥστε ὡς λόγος ἐγενήθη, ὅτι ἡ διδασκαλία θὰ διεξάγεται μόνον κατὰ τὰς θεριναὶ τὰς ἀναγκαιότητας καὶ διὰ τῆς ἔξεως τοῦ. <box>703 1007 1012 1104</box>
provlimatika-text: Κατόπιν πολλῶν παραπόνων, διὰ τινας τῶν Προξένων ζητοῦν ὑπέρογκα ποσὰ λόγῳ δικαιωμάτων, ὁ κ. Ρωμάνος ἀπέστειλε πρὸς τοὺς Προξένους ἐγκύκλιον. <box>1369 902 1528 1020</box>
emporiki-sxoli-para: Ἡ δαπάνη τῆς ἀγορᾶς θὰ καλυφθῇ ἐκ τῶν εἰσφορῶν τῶν ἑταίρων. <box>1031 988 1350 1020</box>
divider <box>36 582 361 583</box>
gymnasio-sub: Ἡ ἀναστολὴ τοῦ <box>466 1724 598 1740</box>
didaskaleia-sub: Ἔναρξις μαθημάτων <box>775 869 940 886</box>
archaiologika-para3: Διὰ τηλεγραφήματος αὐτοῦ πρὸς τὸ ὑπουργεῖον τῆς Παιδείας, ὁ δήμαρχος Ὀλυμπίας ζητεῖ νὰ ἐπιστραφῇ εἰς τὸν ἀρχαιολογικὸν χῶρον τὸ ἄγαλμα τῆς Νίκης, τὸ ὁποῖον μετεφέρθη εἰς τὸ Μουσεῖον. <box>1031 1224 1350 1305</box>
ypsosis-title1: Η ΥΨΩΣΙΣ <box>465 661 599 692</box>
ad-kapella-sub: Ζαργάνη καὶ Ρακιτζῆ <box>89 116 308 130</box>
ad-bookshop: Τὸ γνωστὸν Βιβλιοπωλεῖον Ν. Σ. Λάρδη μετεφέρθη εἰς τὴν ὁδὸν Κολοκοτρώνη εἰς τὴν ὁδὸν Πραξιτέλους ἀριθ. 26 καὶ 28 πλησίον τῶν Ἀγίων Θεοδώρων καὶ ὑπεράνω τοῦ Ὑπουργείου τῶν Ναυτικῶν. <box>36 959 361 1040</box>
ad-panotrias-title: ΠΑΝΟΣ Η. ΠΑΝΟΤΡΙΑΣ <box>73 286 324 312</box>
divider <box>1031 1027 1350 1028</box>
divider <box>1369 360 1528 361</box>
ypotheseis-title1: Η ΥΠΟΘΕΣΙΣ <box>1393 665 1504 687</box>
